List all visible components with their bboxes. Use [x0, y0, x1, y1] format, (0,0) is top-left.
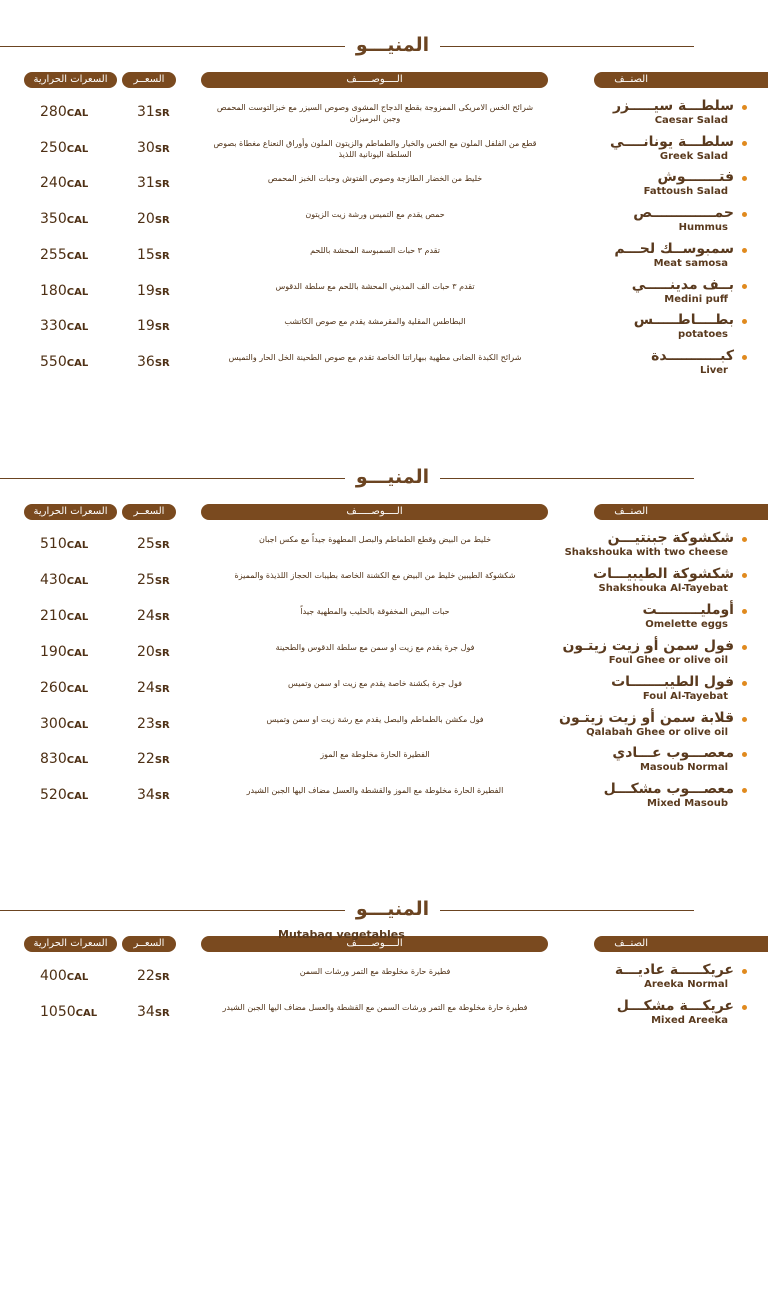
calories-number: 350 [40, 211, 67, 228]
item-name-arabic: سلطـــة سيـــــزر [612, 98, 734, 114]
header-calories: السعرات الحرارية [24, 504, 117, 520]
item-name-arabic: فول الطيبـــــــات [611, 673, 734, 690]
calories-unit: CAL [66, 755, 89, 767]
table-header [0, 72, 768, 90]
item-description: فول جرة بكشنة خاصة يقدم مع زيت او سمن وتميس [288, 678, 462, 688]
title-divider-right [440, 478, 694, 479]
menu-row[interactable] [0, 781, 768, 819]
price-unit: SR [154, 540, 170, 551]
item-description: فول جرة يقدم مع زيت او سمن مع سلطة الدقوس والطحينة [275, 642, 475, 652]
price-number: 31 [137, 175, 155, 192]
item-name-english: potatoes [678, 329, 728, 341]
price-value [137, 247, 187, 263]
price-value [137, 140, 187, 156]
menu-row[interactable] [0, 673, 768, 712]
calories-number: 255 [40, 246, 67, 263]
bullet-dot-icon [742, 752, 747, 757]
header-price: السعــر [122, 504, 176, 520]
section-title: المنيـــو [355, 34, 430, 56]
bullet-dot-icon [742, 248, 747, 253]
title-divider-left [0, 46, 345, 47]
item-name-arabic: أومليـــــــــت [642, 601, 734, 618]
bullet-dot-icon [742, 141, 747, 146]
calories-value [40, 104, 110, 120]
price-value [137, 680, 187, 696]
calories-number: 300 [40, 715, 67, 732]
calories-number: 510 [40, 536, 67, 552]
calories-value [40, 211, 110, 227]
bullet-dot-icon [742, 681, 747, 686]
price-unit: SR [154, 755, 170, 767]
calories-unit: CAL [66, 683, 89, 695]
item-description: الفطيرة الحارة مخلوطة مع الموز [320, 750, 430, 760]
calories-unit: CAL [66, 575, 89, 587]
calories-number: 430 [40, 571, 67, 588]
item-description: فطيرة حارة مخلوطة مع التمر ورشات السمن [299, 967, 451, 976]
calories-value [40, 318, 110, 334]
calories-value [40, 644, 110, 660]
price-number: 23 [137, 715, 155, 732]
item-name-arabic: بطــــاطـــــس [633, 312, 734, 329]
calories-unit: CAL [66, 791, 89, 803]
price-unit: SR [154, 143, 170, 155]
calories-value [40, 175, 110, 191]
price-number: 19 [137, 282, 155, 299]
item-description: البطاطس المقلية والمقرمشة يقدم مع صوص الكاتشب [284, 317, 466, 327]
item-name-english: Liver [699, 364, 728, 376]
menu-row[interactable] [0, 745, 768, 783]
bullet-dot-icon [742, 105, 747, 110]
section-title: المنيـــو [355, 466, 430, 488]
item-name-english: Medini puff [664, 293, 728, 305]
price-number: 36 [137, 353, 155, 370]
price-value [137, 968, 187, 984]
bullet-dot-icon [742, 969, 747, 974]
header-calories: السعرات الحرارية [24, 936, 117, 952]
menu-row[interactable] [0, 240, 768, 279]
calories-number: 250 [40, 139, 67, 156]
menu-row[interactable] [0, 601, 768, 640]
calories-number: 550 [40, 353, 67, 370]
calories-value [40, 1004, 110, 1020]
calories-value [40, 968, 110, 984]
bullet-dot-icon [742, 1005, 747, 1010]
menu-row[interactable] [0, 998, 768, 1036]
price-value [137, 1004, 187, 1020]
price-unit: SR [154, 647, 170, 659]
item-name-english: Foul Al-Tayebat [642, 690, 728, 702]
item-description: شكشوكة الطيبين خليط من البيض مع الكشنة الخاصة بطيبات الحجاز اللذيذة والمميزة [234, 570, 516, 580]
calories-value [40, 140, 110, 156]
calories-unit: CAL [66, 322, 89, 334]
calories-unit: CAL [66, 179, 89, 191]
item-name-arabic: فتـــــــوش [657, 169, 734, 186]
item-name-arabic: بــف مدينـــــي [631, 276, 734, 293]
calories-number: 280 [40, 104, 67, 120]
menu-row[interactable] [0, 133, 768, 172]
menu-row[interactable] [0, 98, 768, 136]
price-number: 22 [137, 968, 155, 984]
item-name-arabic: عريكـــــة عاديـــة [614, 962, 734, 978]
menu-row[interactable] [0, 169, 768, 207]
item-name-english: Fattoush Salad [643, 186, 728, 198]
item-name-arabic: فول سمن أو زيت زيتـون [562, 637, 734, 654]
calories-unit: CAL [66, 647, 89, 659]
calories-value [40, 572, 110, 588]
menu-row[interactable] [0, 347, 768, 386]
price-value [137, 716, 187, 732]
calories-number: 400 [40, 968, 67, 984]
bullet-dot-icon [742, 355, 747, 360]
calories-value [40, 751, 110, 767]
price-value [137, 536, 187, 552]
item-name-arabic: سمبوســك لحـــم [614, 240, 734, 257]
price-unit: SR [154, 1008, 170, 1019]
item-name-english: Masoub Normal [639, 762, 728, 774]
item-name-arabic: شكشوكة الطيبيـــات [593, 565, 734, 582]
calories-value [40, 536, 110, 552]
calories-unit: CAL [66, 972, 89, 983]
bullet-dot-icon [742, 645, 747, 650]
price-number: 15 [137, 246, 155, 263]
header-description: الــــوصـــــف [201, 936, 548, 952]
bullet-dot-icon [742, 537, 747, 542]
calories-number: 330 [40, 318, 67, 335]
title-divider-left [0, 478, 345, 479]
table-header [0, 928, 768, 954]
price-value [137, 572, 187, 588]
header-item: الصنــف [594, 504, 768, 520]
overlap-label: Mutabaq vegetables [278, 928, 405, 941]
calories-number: 830 [40, 751, 67, 768]
bullet-dot-icon [742, 573, 747, 578]
calories-unit: CAL [66, 250, 89, 262]
menu-section [0, 30, 768, 450]
price-unit: SR [154, 683, 170, 695]
item-description: خليط من الخضار الطازجة وصوص الفتوش وحبات الخبز المحمص [267, 174, 483, 184]
calories-value [40, 354, 110, 370]
bullet-dot-icon [742, 609, 747, 614]
item-description: فول مكشن بالطماطم والبصل يقدم مع رشة زيت او سمن وتميس [266, 714, 484, 724]
header-description: الــــوصـــــف [201, 504, 548, 520]
table-header [0, 504, 768, 522]
price-value [137, 104, 187, 120]
price-unit: SR [154, 791, 170, 803]
item-description: خليط من البيض وقطع الطماطم والبصل المطهوة جيداً مع مكس اجبان [258, 535, 492, 544]
item-description: حمص يقدم مع التميس ورشة زيت الزيتون [305, 210, 445, 220]
header-item: الصنــف [594, 936, 768, 952]
menu-row[interactable] [0, 962, 768, 1000]
price-number: 31 [137, 104, 155, 120]
header-description: الــــوصـــــف [201, 72, 548, 88]
section-title-row [0, 462, 768, 492]
item-name-english: Shakshouka with two cheese [564, 547, 728, 558]
bullet-dot-icon [742, 176, 747, 181]
item-name-english: Omelette eggs [645, 618, 728, 630]
item-name-arabic: معصـــوب مشكـــل [603, 781, 734, 798]
calories-unit: CAL [66, 611, 89, 623]
title-divider-left [0, 910, 345, 911]
calories-unit: CAL [66, 286, 89, 298]
price-value [137, 644, 187, 660]
calories-unit: CAL [66, 215, 89, 227]
price-unit: SR [154, 286, 170, 298]
price-value [137, 787, 187, 803]
calories-unit: CAL [75, 1008, 98, 1019]
item-name-english: Shakshouka Al-Tayebat [598, 582, 728, 594]
calories-number: 240 [40, 175, 67, 192]
price-number: 22 [137, 751, 155, 768]
calories-unit: CAL [66, 108, 89, 119]
calories-value [40, 283, 110, 299]
calories-number: 210 [40, 607, 67, 624]
bullet-dot-icon [742, 788, 747, 793]
item-description: فطيرة حارة مخلوطة مع التمر ورشات السمن مع القشطة والعسل مضاف اليها الجبن الشيدر [222, 1003, 528, 1012]
price-unit: SR [154, 108, 170, 119]
bullet-dot-icon [742, 212, 747, 217]
price-unit: SR [154, 575, 170, 587]
price-number: 25 [137, 536, 155, 552]
header-item: الصنــف [594, 72, 768, 88]
item-name-english: Areeka Normal [644, 979, 728, 990]
price-unit: SR [154, 611, 170, 623]
price-unit: SR [154, 250, 170, 262]
price-number: 34 [137, 787, 155, 804]
title-divider-right [440, 910, 694, 911]
price-value [137, 175, 187, 191]
menu-row[interactable] [0, 530, 768, 568]
calories-value [40, 247, 110, 263]
calories-unit: CAL [66, 540, 89, 551]
section-title-row [0, 30, 768, 60]
section-title-row [0, 894, 768, 924]
menu-row[interactable] [0, 709, 768, 748]
calories-unit: CAL [66, 357, 89, 369]
price-unit: SR [154, 972, 170, 983]
item-description: تقدم ٣ حبات السمبوسة المحشة باللحم [310, 245, 440, 255]
item-description: شرائح الكبدة الضانى مطهية ببهاراتنا الخاصة تقدم مع صوص الطحينة الخل الحار والتميس [228, 352, 522, 362]
menu-row[interactable] [0, 312, 768, 350]
price-number: 30 [137, 139, 155, 156]
calories-value [40, 787, 110, 803]
item-name-english: Mixed Masoub [646, 798, 728, 810]
calories-value [40, 680, 110, 696]
calories-number: 180 [40, 282, 67, 299]
price-number: 25 [137, 571, 155, 588]
price-unit: SR [154, 179, 170, 191]
price-value [137, 751, 187, 767]
item-name-english: Greek Salad [659, 150, 728, 162]
menu-row[interactable] [0, 205, 768, 243]
price-number: 24 [137, 607, 155, 624]
calories-value [40, 716, 110, 732]
header-price: السعــر [122, 72, 176, 88]
item-description: شرائح الخس الامريكى الممزوجة بقطع الدجاج المشوى وصوص السيزر مع خبزالتوست المحمص وجبن البرميزان [216, 103, 534, 123]
item-name-english: Meat samosa [653, 257, 728, 269]
price-number: 20 [137, 211, 155, 228]
price-unit: SR [154, 357, 170, 369]
item-name-arabic: شكشوكة جبنتيـــن [607, 530, 734, 546]
price-value [137, 354, 187, 370]
item-description: حبات البيض المخفوقة بالحليب والمطهية جيداً [300, 606, 450, 616]
item-description: تقدم ٣ حبات الف المديني المحشة باللحم مع سلطة الدقوس [275, 281, 475, 291]
item-name-arabic: قلابة سمن أو زيت زيتـون [559, 709, 734, 726]
price-value [137, 211, 187, 227]
item-name-arabic: سلطـــة يونانــــي [610, 133, 734, 150]
price-number: 34 [137, 1004, 155, 1020]
bullet-dot-icon [742, 717, 747, 722]
item-name-arabic: عريكـــة مشكـــل [616, 998, 734, 1014]
menu-row[interactable] [0, 276, 768, 315]
bullet-dot-icon [742, 284, 747, 289]
calories-unit: CAL [66, 143, 89, 155]
title-divider-right [440, 46, 694, 47]
price-value [137, 608, 187, 624]
item-name-arabic: كبـــــــــــدة [651, 347, 734, 364]
item-description: قطع من الفلفل الملون مع الخس والخيار والطماطم والزيتون الملون وأوراق النعناع مغطاة بصوص السلطة اليونانية اللذيذ [213, 138, 537, 159]
menu-row[interactable] [0, 637, 768, 676]
price-value [137, 318, 187, 334]
item-name-arabic: حمـــــــــــــص [633, 205, 734, 222]
price-number: 24 [137, 679, 155, 696]
item-name-english: Foul Ghee or olive oil [608, 654, 728, 666]
section-title: المنيـــو [355, 898, 430, 920]
calories-unit: CAL [66, 719, 89, 731]
item-name-english: Caesar Salad [654, 115, 728, 126]
price-unit: SR [154, 215, 170, 227]
price-unit: SR [154, 719, 170, 731]
bullet-dot-icon [742, 319, 747, 324]
calories-number: 260 [40, 679, 67, 696]
calories-value [40, 608, 110, 624]
item-description: الفطيرة الحارة مخلوطة مع الموز والقشطة والعسل مضاف اليها الجبن الشيدر [246, 786, 504, 796]
price-number: 20 [137, 643, 155, 660]
menu-section [0, 462, 768, 882]
header-calories: السعرات الحرارية [24, 72, 117, 88]
price-number: 19 [137, 318, 155, 335]
calories-number: 190 [40, 643, 67, 660]
item-name-english: Qalabah Ghee or olive oil [586, 726, 728, 738]
price-value [137, 283, 187, 299]
price-unit: SR [154, 322, 170, 334]
item-name-arabic: معصـــوب عـــادي [612, 745, 734, 762]
item-name-english: Mixed Areeka [651, 1015, 728, 1026]
calories-number: 1050 [40, 1004, 76, 1020]
header-price: السعــر [122, 936, 176, 952]
item-name-english: Hummus [678, 222, 728, 234]
menu-row[interactable] [0, 565, 768, 604]
menu-section [0, 894, 768, 1314]
calories-number: 520 [40, 787, 67, 804]
